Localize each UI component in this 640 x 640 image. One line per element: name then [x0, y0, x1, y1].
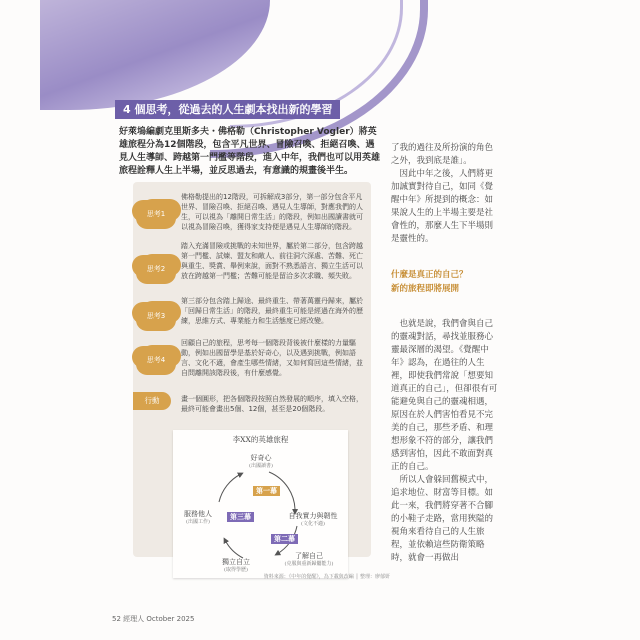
right-paragraph-3: 也就是說，我們會與自己的靈魂對話，尋找並服務心靈最深層的渴望。《覺醒中年》認為，在過往的人生裡，即使我們常說「想要知道真正的自己」，但卻很有可能避免與自己的靈魂相遇，原因在於人們害怕看見不完美的自己，那些矛盾、和理想形象不符的部分，讓我們感到害怕，因此不敢面對真正的自己。 — [391, 319, 498, 472]
right-column-top — [391, 142, 501, 246]
right-subhead — [391, 268, 501, 296]
diagram-act-3: 第三幕 — [227, 512, 254, 522]
action-badge: 行動 — [133, 392, 171, 410]
magazine-name: 經理人 — [123, 615, 145, 623]
cloud-badge-4: 思考4 — [135, 348, 177, 372]
diagram-node-4-sub: (取得學歷) — [224, 567, 248, 573]
think-text-4: 回顧自己的旅程，思考每一個階段背後被什麼樣的力量驅動，例如出國留學是基於好奇心，以及遇到挑戰，例如語言、文化不適，會產生哪些情緒，又如何寫回這些情緒，並自問離開該階段後，有什麼感覺。 — [181, 339, 363, 377]
right-paragraph-2: 因此中年之後，人們將更加誠實對待自己，如同《覺醒中年》所提到的概念：如果說人生的上半場主要是社會性的，那麼人生下半場則是靈性的。 — [391, 169, 494, 244]
diagram-node-5-main: 服務他人 — [184, 510, 212, 518]
page-number: 52 — [112, 615, 121, 623]
diagram-node-2-main: 自我實力與韌性 — [288, 512, 338, 520]
right-subhead-line-2: 新的旅程即將展開 — [391, 284, 460, 294]
diagram-node-5 — [175, 510, 221, 526]
cloud-badge-2: 思考2 — [135, 257, 177, 281]
diagram-node-3-main: 了解自己 — [295, 552, 323, 560]
action-text: 畫一個圓形，把各個階段按照自然發展的順序，填入空格，最終可能會畫出5個、12個，甚至是20個階段。 — [181, 395, 363, 413]
page-footer — [112, 614, 194, 624]
diagram-act-1: 第一幕 — [253, 486, 280, 496]
hero-journey-diagram — [173, 430, 348, 578]
right-paragraph-4: 所以人會躲回舊模式中，追求地位、財富等目標。如此一來，我們將穿著不合腳的小鞋子走路，當用狹隘的視角來看待自己的人生旅程，並依賴這些防衛策略時，就會一再做出 — [391, 475, 494, 563]
diagram-node-2-sub: (文化不適) — [301, 521, 325, 527]
diagram-node-4-main: 獨立自立 — [222, 558, 250, 566]
intro-paragraph: 好萊塢編劇克里斯多夫・佛格勒（Christopher Vogler）將英雄旅程分為12個階段，包含平凡世界、冒險召喚、拒絕召喚、遇見人生導師、跨越第一門檻等階段，進入中年，我們也可以用英雄旅程詮釋人生上半場，並反思過去，有意識的規畫後半生。 — [119, 127, 381, 176]
diagram-node-3-sub: (克服與重新歸屬能力) — [284, 561, 334, 567]
diagram-node-1 — [241, 454, 281, 470]
diagram-act-2: 第二幕 — [271, 534, 298, 544]
diagram-node-1-main: 好奇心 — [250, 454, 272, 462]
right-column-bottom — [391, 318, 501, 565]
section-heading: 4 個思考，從過去的人生劇本找出新的學習 — [115, 100, 340, 119]
cloud-badge-1: 思考1 — [135, 202, 177, 226]
diagram-node-2 — [281, 512, 345, 528]
diagram-title: 李XX的英雄旅程 — [232, 435, 289, 444]
diagram-node-3 — [273, 552, 345, 568]
source-credit: 資料來源：《中年的覺醒》，為下載與改編 │ 整理：廖郁妍 — [263, 574, 390, 580]
diagram-node-4 — [211, 558, 261, 574]
thinking-panel — [133, 182, 371, 573]
think-text-2: 踏入充滿冒險或挑戰的未知世界，屬於第二部分，包含跨越第一門檻、試煉、盟友和敵人、前往洞穴深處、苦難、死亡與重生、獎賞、舉例來說，面對不熟悉語言、獨立生活可以放在跨越第一門檻；苦難可能是留洽多次求職、頻失敗。 — [181, 242, 363, 280]
right-subhead-line-1: 什麼是真正的自己？ — [391, 270, 468, 280]
think-text-1: 佛格勒提出的12階段，可拆解成3部分，第一部分包含平凡世界、冒險召喚、拒絕召喚、遇見人生導師，對應我們的人生，可以視為「離開日常生活」的階段，例如出國讀書就可以視為冒險召喚，獲得家支持便是遇見人生導師的階段。 — [181, 193, 363, 231]
issue-date: October 2025 — [146, 615, 195, 623]
right-paragraph-1: 了我的過往及所扮演的角色之外，我到底是誰」。 — [391, 143, 494, 166]
diagram-node-1-sub: (出國讀書) — [249, 463, 273, 469]
diagram-node-5-sub: (出國工作) — [186, 519, 210, 525]
cloud-badge-3: 思考3 — [135, 304, 177, 328]
think-text-3: 第三部分包含踏上歸途、最終重生、帶著萬靈丹歸來，屬於「回歸日常生活」的階段，最終重生可能是經過在海外的歷練，思維方式、專業能力和生活態度已經改變。 — [181, 297, 363, 325]
